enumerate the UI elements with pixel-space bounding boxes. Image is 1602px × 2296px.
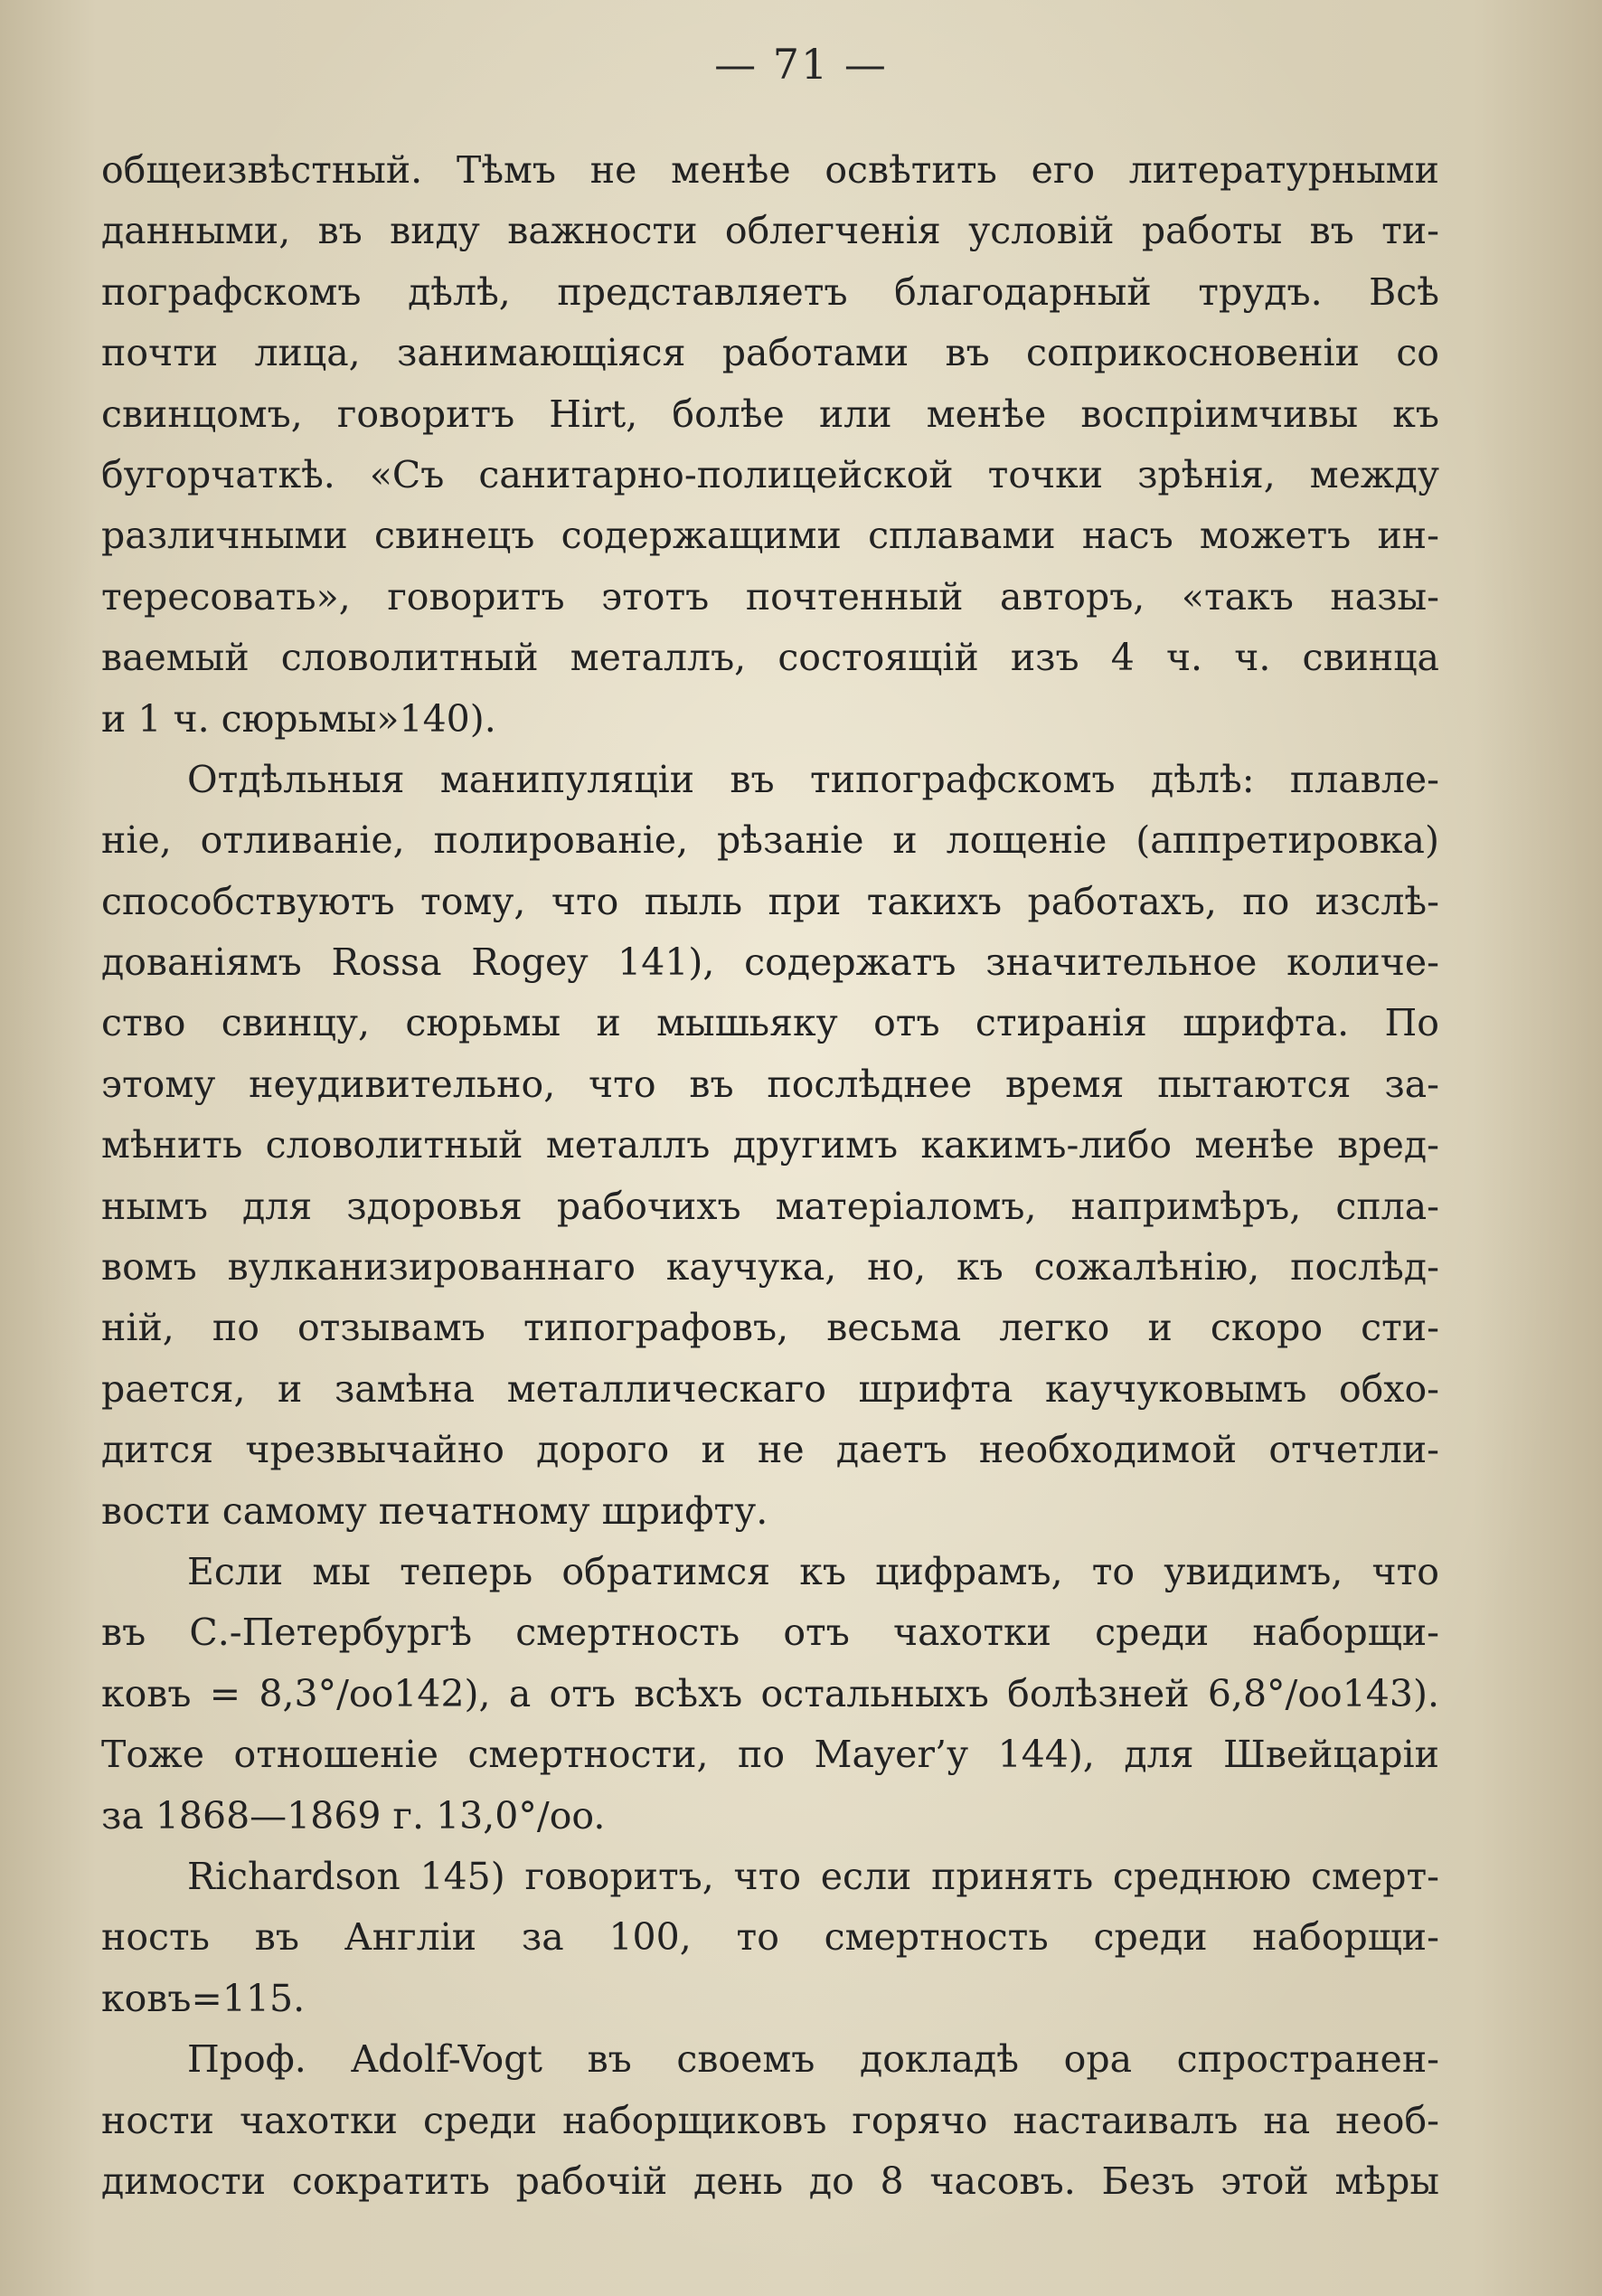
text-line: рается, и замѣна металлическаго шрифта каучуковымъ обхо- xyxy=(101,1366,1439,1411)
paragraph-5 xyxy=(101,2029,1439,2212)
text-line: пографскомъ дѣлѣ, представляетъ благодарный трудъ. Всѣ xyxy=(101,269,1439,314)
text-line: ваемый словолитный металлъ, состоящій изъ 4 ч. ч. свинца xyxy=(101,636,1439,680)
paragraph-2 xyxy=(101,750,1439,1542)
text-line: свинцомъ, говоритъ Hirt, болѣе или менѣе воспріимчивы къ xyxy=(101,392,1439,436)
body-text xyxy=(101,140,1439,2212)
text-line: нымъ для здоровья рабочихъ матеріаломъ, напримѣръ, спла- xyxy=(101,1184,1439,1228)
text-line: Если мы теперь обратимся къ цифрамъ, то увидимъ, что xyxy=(187,1549,1439,1593)
text-line: ности чахотки среди наборщиковъ горячо настаивалъ на необ- xyxy=(101,2098,1439,2142)
text-line: ковъ=115. xyxy=(101,1976,306,2020)
text-line: различными свинецъ содержащими сплавами насъ можетъ ин- xyxy=(101,514,1439,558)
text-line: въ С.-Петербургѣ смертность отъ чахотки среди наборщи- xyxy=(101,1611,1439,1655)
text-line: мѣнить словолитный металлъ другимъ какимъ-либо менѣе вред- xyxy=(101,1123,1439,1167)
text-line: вости самому печатному шрифту. xyxy=(101,1488,768,1533)
text-line: ковъ = 8,3°/oo142), а отъ всѣхъ остальныхъ болѣзней 6,8°/oo143). xyxy=(101,1671,1439,1715)
text-line: способствуютъ тому, что пыль при такихъ работахъ, по изслѣ- xyxy=(101,879,1439,923)
text-line: вомъ вулканизированнаго каучука, но, къ сожалѣнію, послѣд- xyxy=(101,1245,1439,1290)
paragraph-3 xyxy=(101,1542,1439,1847)
text-line: димости сократить рабочій день до 8 часовъ. Безъ этой мѣры xyxy=(101,2159,1439,2203)
text-line: общеизвѣстный. Тѣмъ не менѣе освѣтить его литературными xyxy=(101,148,1439,192)
text-line: почти лица, занимающіяся работами въ соприкосновеніи со xyxy=(101,331,1439,375)
text-line: Richardson 145) говоритъ, что если принять среднюю смерт- xyxy=(187,1854,1439,1898)
text-line: ство свинцу, сюрьмы и мышьяку отъ стиранія шрифта. По xyxy=(101,1001,1439,1045)
text-line: дованіямъ Rossa Rogey 141), содержатъ значительное количе- xyxy=(101,940,1439,985)
text-line: Отдѣльныя манипуляціи въ типографскомъ дѣлѣ: плавле- xyxy=(187,757,1439,801)
text-line: Проф. Adolf-Vogt въ своемъ докладѣ ора спространен- xyxy=(187,2037,1439,2082)
text-line: дится чрезвычайно дорого и не даетъ необходимой отчетли- xyxy=(101,1428,1439,1472)
text-line: и 1 ч. сюрьмы»140). xyxy=(101,696,496,741)
page-number: — 71 — xyxy=(714,40,888,89)
text-line: за 1868—1869 г. 13,0°/oo. xyxy=(101,1793,606,1838)
paragraph-1 xyxy=(101,140,1439,750)
text-line: ній, по отзывамъ типографовъ, весьма легко и скоро сти- xyxy=(101,1306,1439,1350)
text-line: этому неудивительно, что въ послѣднее время пытаются за- xyxy=(101,1062,1439,1106)
text-line: тересовать», говоритъ этотъ почтенный авторъ, «такъ назы- xyxy=(101,574,1439,619)
text-line: ніе, отливаніе, полированіе, рѣзаніе и лощеніе (аппретировка) xyxy=(101,818,1439,863)
text-line: Тоже отношеніе смертности, по Mayer’у 144), для Швейцаріи xyxy=(101,1733,1439,1777)
text-line: бугорчаткѣ. «Съ санитарно-полицейской точки зрѣнія, между xyxy=(101,452,1439,496)
paragraph-4 xyxy=(101,1847,1439,2029)
text-line: данными, въ виду важности облегченія условій работы въ ти- xyxy=(101,209,1439,253)
text-line: ность въ Англіи за 100, то смертность среди наборщи- xyxy=(101,1915,1439,1960)
